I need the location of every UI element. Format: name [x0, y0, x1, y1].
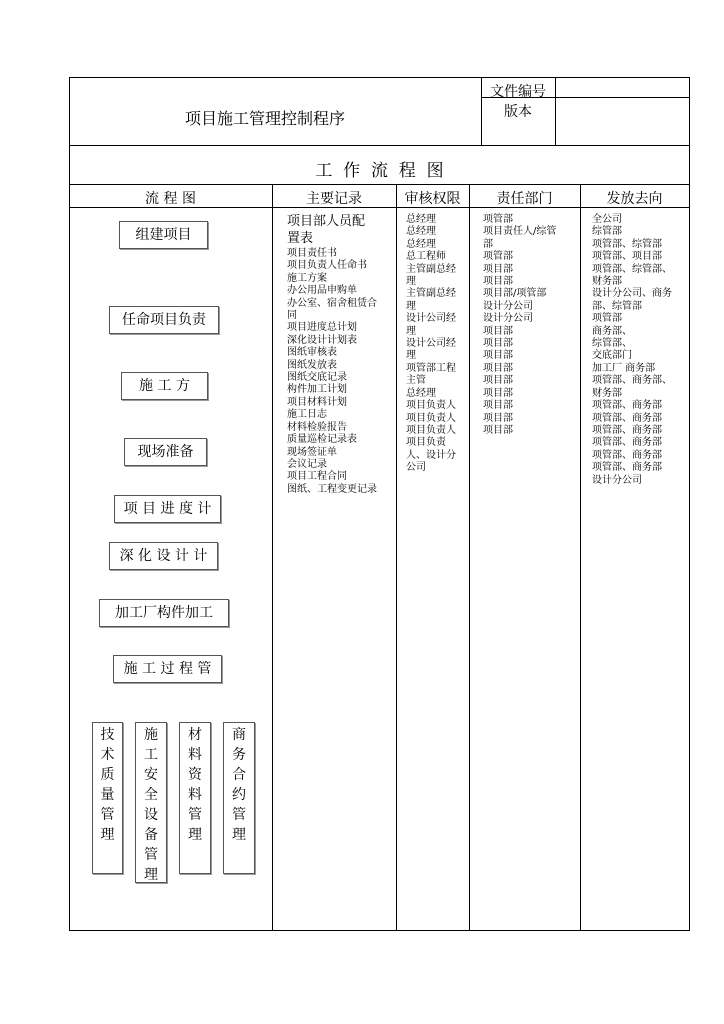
record-item: 现场签证单 — [287, 446, 337, 458]
department-item: 项目部 — [483, 276, 513, 288]
flow-step-factory-processing: 加工厂构件加工 — [99, 599, 229, 627]
approval-list — [406, 214, 458, 475]
record-item: 办公室、宿舍租赁合同 — [287, 297, 377, 322]
department-item: 项目部 — [483, 400, 513, 412]
mgmt-box-business-contracts: 商务合约管理 — [223, 722, 255, 874]
approval-item: 项目负责人、设计分公司 — [406, 437, 456, 474]
mgmt-box-tech-quality: 技术质量管理 — [92, 722, 123, 874]
column-header-records: 主要记录 — [306, 191, 362, 207]
approval-item: 设计公司经理 — [406, 313, 456, 337]
table-right-border — [689, 77, 690, 931]
department-item: 项管部 — [483, 214, 513, 225]
department-item: 项目部 — [483, 412, 513, 424]
column-divider-1 — [272, 184, 273, 931]
flow-step-schedule-plan: 项 目 进 度 计 — [114, 495, 221, 523]
department-item: 项目责任人/综管部 — [483, 226, 557, 250]
doc-number-label: 文件编号 — [490, 84, 546, 100]
version-label: 版本 — [504, 104, 532, 120]
flow-step-site-prep: 现场准备 — [124, 438, 207, 466]
distribution-item: 项管部、综管部 — [592, 238, 662, 250]
distribution-item: 交底部门 — [592, 350, 632, 362]
approval-item: 项目负责人 — [406, 424, 456, 436]
approval-item: 主管副总经理 — [406, 263, 456, 288]
distribution-item: 项管部、综管部、财务部 — [592, 263, 672, 288]
distribution-item: 项管部、商务部 — [592, 424, 662, 436]
record-item: 施工日志 — [287, 409, 327, 421]
record-item: 构件加工计划 — [287, 384, 347, 396]
distribution-item: 项管部、商务部 — [592, 449, 662, 461]
column-divider-3 — [469, 184, 470, 931]
distribution-item: 加工厂 商务部 — [592, 362, 656, 374]
column-header-distribution: 发放去向 — [606, 191, 663, 207]
approval-item: 主管副总经理 — [406, 288, 456, 312]
distribution-item: 项管部、商务部、财务部 — [592, 375, 672, 399]
department-item: 设计分公司 — [483, 313, 533, 325]
distribution-item: 综管部、 — [592, 338, 632, 350]
record-item: 图纸发放表 — [287, 359, 337, 371]
section-title-bottom-border — [69, 184, 690, 185]
record-item: 图纸审核表 — [287, 347, 337, 359]
department-item: 项目部 — [483, 387, 513, 399]
distribution-item: 综管部 — [592, 226, 622, 238]
department-item: 项目部 — [483, 350, 513, 362]
record-item: 会议记录 — [287, 458, 327, 470]
record-item: 材料检验报告 — [287, 421, 347, 433]
record-item: 施工方案 — [287, 272, 327, 284]
approval-item: 项目负责人 — [406, 412, 456, 424]
header-bottom-border — [69, 145, 690, 146]
record-item: 质量巡检记录表 — [287, 434, 357, 446]
mgmt-box-safety-equipment: 施工安全设备管理 — [135, 722, 167, 883]
distribution-item: 设计分公司 — [592, 474, 642, 486]
department-item: 项目部 — [483, 375, 513, 387]
distribution-item: 项管部、商务部 — [592, 462, 662, 474]
approval-item: 设计公司经理 — [406, 338, 456, 362]
record-item: 图纸、工程变更记录 — [287, 483, 377, 495]
approval-item: 总经理 — [406, 214, 436, 225]
record-item: 项目负责人任命书 — [287, 260, 367, 272]
record-item: 项目责任书 — [287, 248, 337, 259]
approval-item: 项管部工程主管 — [406, 362, 456, 387]
department-item: 设计分公司 — [483, 300, 533, 312]
approval-item: 总工程师 — [406, 251, 446, 263]
meta-value-divider — [555, 77, 556, 145]
department-item: 项目部 — [483, 424, 513, 436]
department-item: 项管部 — [483, 251, 513, 263]
distribution-item: 项管部 — [592, 313, 622, 325]
distribution-item: 项管部、商务部 — [592, 437, 662, 449]
distribution-list — [592, 214, 676, 487]
column-header-department: 责任部门 — [496, 191, 553, 207]
column-divider-4 — [580, 184, 581, 931]
distribution-item: 商务部、 — [592, 325, 632, 337]
column-divider-2 — [396, 184, 397, 931]
approval-item: 项目负责人 — [406, 400, 456, 412]
distribution-item: 设计分公司、商务部、综管部 — [592, 288, 672, 312]
department-item: 项目部 — [483, 325, 513, 337]
mgmt-box-materials-docs: 材料资料管理 — [179, 722, 211, 874]
table-bottom-border — [69, 930, 690, 931]
flow-step-process-management: 施 工 过 程 管 — [113, 655, 222, 683]
section-title: 工 作 流 程 图 — [315, 161, 444, 181]
approval-item: 总经理 — [406, 226, 436, 238]
distribution-item: 项管部、项目部 — [592, 251, 662, 263]
records-list — [287, 248, 379, 496]
record-item: 图纸交底记录 — [287, 372, 347, 384]
department-item: 项目部 — [483, 338, 513, 350]
approval-item: 总经理 — [406, 387, 436, 399]
record-item: 项目工程合同 — [287, 471, 347, 483]
column-header-approval: 审核权限 — [404, 191, 461, 207]
department-item: 项目部/项管部 — [483, 288, 547, 300]
department-item: 项目部 — [483, 362, 513, 374]
table-top-border — [69, 77, 690, 78]
record-item: 办公用品申购单 — [287, 285, 357, 297]
column-header-flowchart: 流 程 图 — [145, 191, 196, 207]
document-title: 项目施工管理控制程序 — [185, 109, 346, 128]
distribution-item: 全公司 — [592, 214, 622, 225]
distribution-item: 项管部、商务部 — [592, 400, 662, 412]
flow-step-appoint-lead: 任命项目负责 — [109, 306, 219, 334]
record-item: 项目材料计划 — [287, 396, 347, 408]
flow-step-form-project: 组建项目 — [119, 221, 208, 249]
approval-item: 总经理 — [406, 238, 436, 250]
record-item: 项目进度总计划 — [287, 322, 357, 334]
department-item: 项目部 — [483, 263, 513, 275]
record-item: 深化设计计划表 — [287, 334, 357, 346]
distribution-item: 项管部、商务部 — [592, 412, 662, 424]
flow-step-construction-plan: 施 工 方 — [121, 372, 208, 400]
records-heading: 项目部人员配置表 — [287, 214, 366, 246]
department-list — [483, 214, 557, 437]
flow-step-design-plan: 深 化 设 计 计 — [109, 542, 218, 570]
